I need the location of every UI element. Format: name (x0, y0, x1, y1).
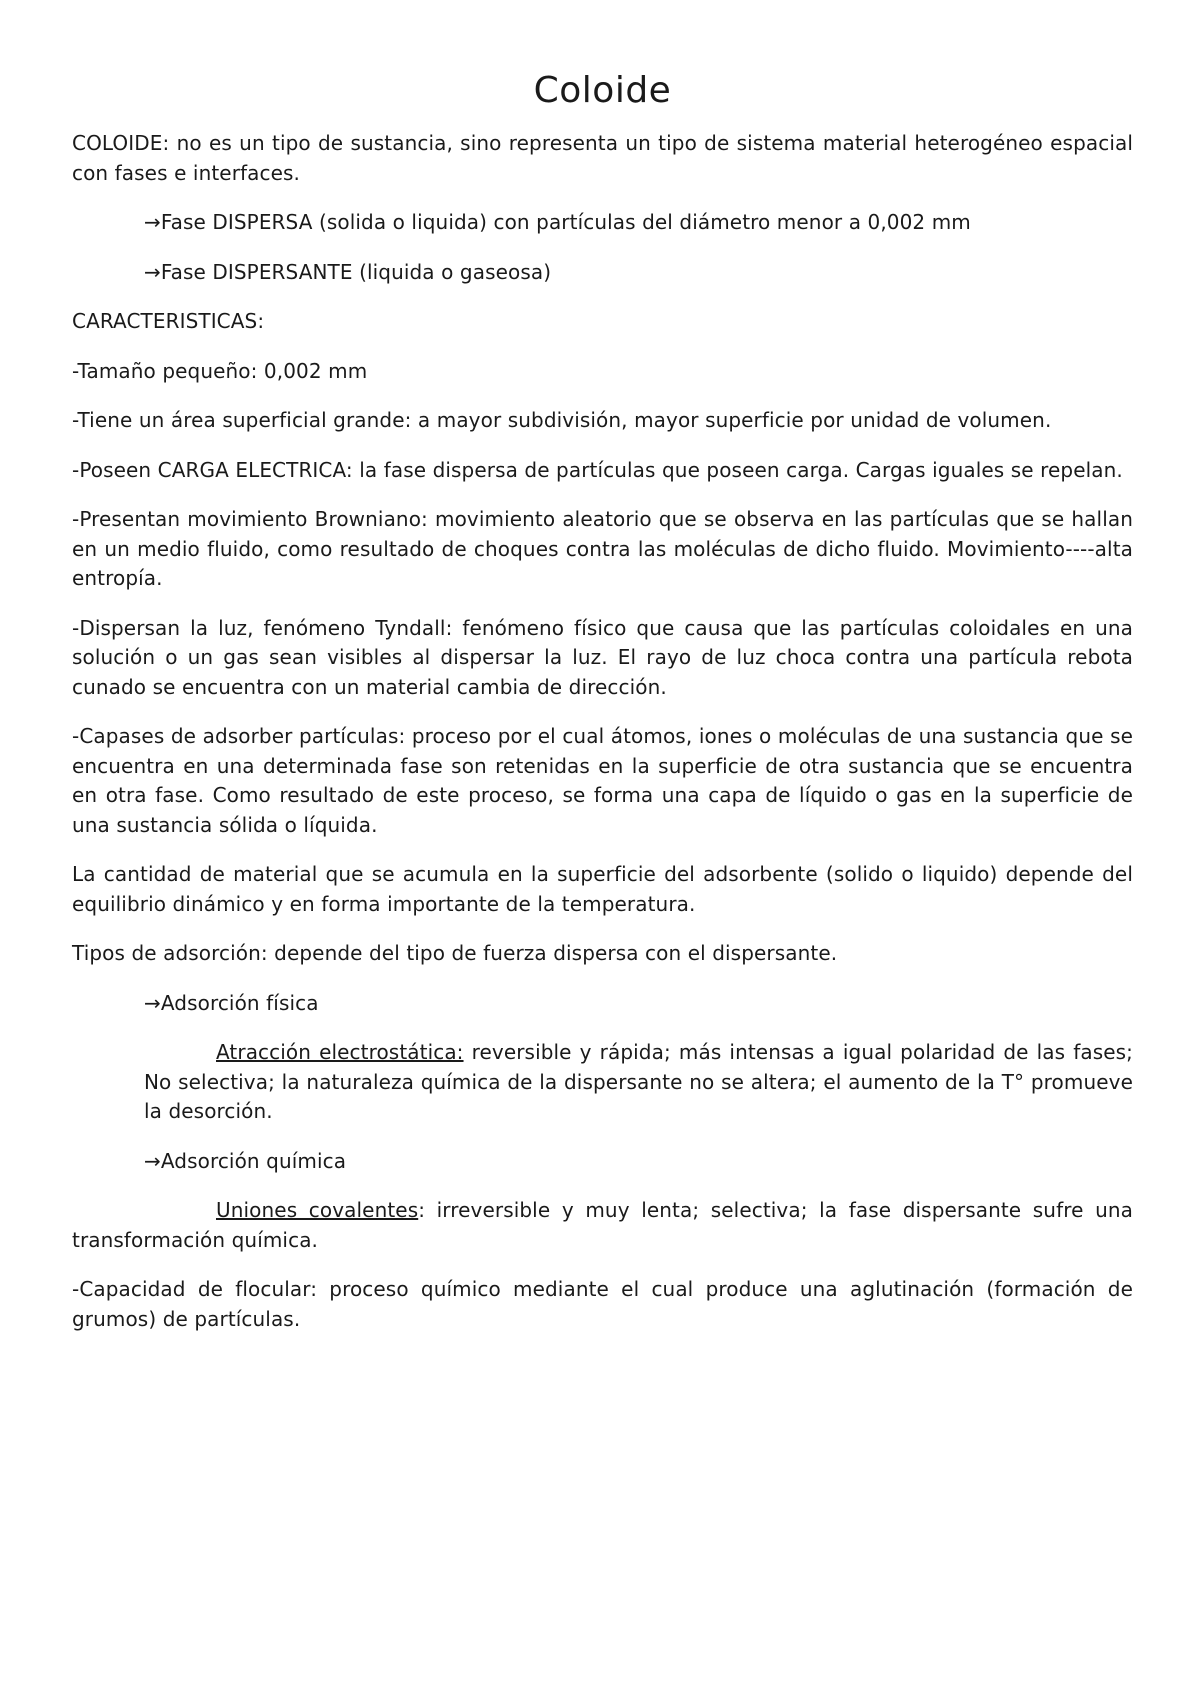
arrow-right-icon: → (144, 990, 161, 1015)
page-title: Coloide (533, 70, 672, 111)
uniones-text: : irreversible y muy lenta; selectiva; la fase dispersante sufre una transformación química. (72, 1198, 1133, 1252)
caracteristica-item: -Capases de adsorber partículas: proceso por el cual átomos, iones o moléculas de una sustancia que se encuentra en una determinada fase son retenidas en la superficie de otra sustancia que se encuentra en otra fase. Como resultado de este proceso, se forma una capa de líquido o gas en la superficie de una sustancia sólida o líquida. (72, 724, 1133, 837)
document-page (72, 70, 1133, 1354)
caracteristica-item: -Dispersan la luz, fenómeno Tyndall: fenómeno físico que causa que las partículas coloidales en una solución o un gas sean visibles al dispersar la luz. El rayo de luz choca contra una partícula rebota cunado se encuentra con un material cambia de dirección. (72, 615, 1133, 699)
fase-dispersante-text: Fase DISPERSANTE (liquida o gaseosa) (160, 259, 552, 284)
adsorcion-fisica-label: Adsorción física (160, 990, 319, 1015)
adsorcion-fisica-section (72, 989, 1133, 1019)
cantidad-paragraph: La cantidad de material que se acumula en la superficie del adsorbente (solido o liquido) depende del equilibrio dinámico y en forma importante de la temperatura. (72, 862, 1133, 916)
atraccion-text: reversible y rápida; más intensas a igual polaridad de las fases; No selectiva; la naturaleza química de la dispersante no se altera; el aumento de la T° promueve la desorción. (144, 1040, 1133, 1123)
intro-paragraph: COLOIDE: no es un tipo de sustancia, sino representa un tipo de sistema material heterogéneo espacial con fases e interfaces. (72, 131, 1133, 185)
arrow-right-icon: → (144, 259, 161, 284)
caracteristica-item: -Tiene un área superficial grande: a mayor subdivisión, mayor superficie por unidad de volumen. (72, 408, 1052, 432)
adsorcion-fisica-heading (144, 989, 1133, 1019)
caracteristica-item: -Poseen CARGA ELECTRICA: la fase dispersa de partículas que poseen carga. Cargas iguales se repelan. (72, 457, 1123, 482)
arrow-right-icon: → (144, 210, 161, 234)
flocular-paragraph: -Capacidad de flocular: proceso químico mediante el cual produce una aglutinación (formación de grumos) de partículas. (72, 1277, 1133, 1331)
adsorcion-fisica-body (72, 1038, 1133, 1127)
adsorcion-quimica-label: Adsorción química (160, 1148, 347, 1173)
fase-dispersa-text: Fase DISPERSA (solida o liquida) con partículas del diámetro menor a 0,002 mm (160, 210, 971, 234)
arrow-right-icon: → (144, 1148, 161, 1173)
fase-dispersa-item (144, 208, 1133, 238)
adsorcion-quimica-heading (144, 1147, 1133, 1177)
adsorcion-quimica-description (72, 1196, 1133, 1255)
fases-list (72, 208, 1133, 287)
uniones-term: Uniones covalentes (216, 1198, 419, 1222)
caracteristica-item: -Presentan movimiento Browniano: movimiento aleatorio que se observa en las partículas que se hallan en un medio fluido, como resultado de choques contra las moléculas de dicho fluido. Movimiento----alta entropía. (72, 507, 1133, 590)
adsorcion-quimica-section (72, 1147, 1133, 1177)
caracteristica-item: -Tamaño pequeño: 0,002 mm (72, 358, 368, 383)
caracteristicas-heading: CARACTERISTICAS: (72, 309, 265, 333)
adsorcion-fisica-description (144, 1038, 1133, 1127)
tipos-paragraph: Tipos de adsorción: depende del tipo de fuerza dispersa con el dispersante. (72, 941, 838, 965)
fase-dispersante-item (144, 258, 1133, 288)
atraccion-term: Atracción electrostática: (216, 1040, 464, 1064)
